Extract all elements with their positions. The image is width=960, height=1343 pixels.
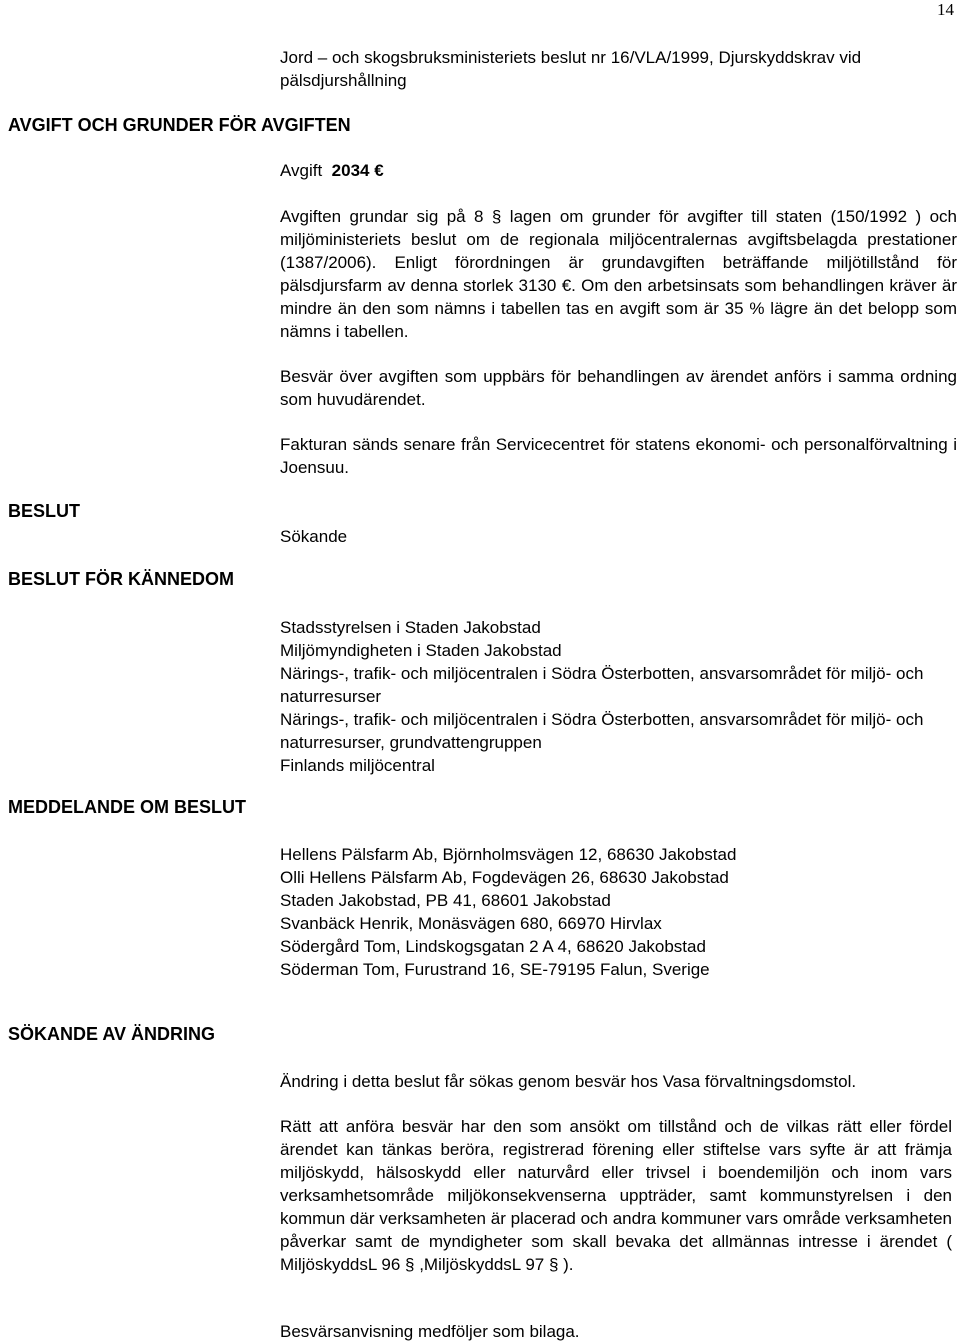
list-item: Miljömyndigheten i Staden Jakobstad bbox=[280, 641, 562, 660]
list-item: Närings-, trafik- och miljöcentralen i Södra Österbotten, ansvarsområdet för miljö- och naturresurser, grundvattengruppen bbox=[280, 710, 924, 752]
list-item: Söderman Tom, Furustrand 16, SE-79195 Falun, Sverige bbox=[280, 960, 710, 979]
avgift-amount: 2034 € bbox=[331, 161, 384, 180]
meddelande-recipient-list bbox=[280, 843, 957, 981]
avgift-invoice-paragraph: Fakturan sänds senare från Servicecentret för statens ekonomi- och personalförvaltning i Joensuu. bbox=[280, 435, 957, 477]
beslut-recipient: Sökande bbox=[280, 527, 348, 546]
appeal-instructions: Besvärsanvisning medföljer som bilaga. bbox=[280, 1322, 580, 1341]
sokande-andring-section-heading: SÖKANDE AV ÄNDRING bbox=[8, 1024, 216, 1044]
avgift-amount-line bbox=[280, 159, 957, 182]
avgift-complaint-paragraph: Besvär över avgiften som uppbärs för behandlingen av ärendet anförs i samma ordning som huvudärendet. bbox=[280, 367, 957, 409]
list-item: Olli Hellens Pälsfarm Ab, Fogdevägen 26, 68630 Jakobstad bbox=[280, 868, 729, 887]
page-number: 14 bbox=[937, 0, 954, 19]
avgift-section-heading: AVGIFT OCH GRUNDER FÖR AVGIFTEN bbox=[8, 115, 351, 135]
list-item: Finlands miljöcentral bbox=[280, 756, 435, 775]
list-item: Södergård Tom, Lindskogsgatan 2 A 4, 68620 Jakobstad bbox=[280, 937, 706, 956]
list-item: Hellens Pälsfarm Ab, Björnholmsvägen 12, 68630 Jakobstad bbox=[280, 845, 737, 864]
header-line-2: pälsdjurshållning bbox=[280, 71, 407, 90]
header-line-1: Jord – och skogsbruksministeriets beslut nr 16/VLA/1999, Djurskyddskrav vid bbox=[280, 48, 862, 67]
list-item: Stadsstyrelsen i Staden Jakobstad bbox=[280, 618, 541, 637]
appeal-right-paragraph: Rätt att anföra besvär har den som ansökt om tillstånd och de vilkas rätt eller fördel ärendet kan tänkas beröra, registrerad förening eller stiftelse vars syfte är att främja miljöskydd, hälsoskydd eller naturvård eller trivsel i boendemiljön och inom vars verksamhetsområde miljökonsekvenserna uppträder, samt kommunstyrelsen i den kommun där verksamheten är placerad och andra kommuner vars område verksamheten påverkar samt de myndigheter som skall bevaka det allmännas intresse i ärendet ( MiljöskyddsL 96 § ,MiljöskyddsL 97 § ). bbox=[280, 1117, 952, 1274]
meddelande-section-heading: MEDDELANDE OM BESLUT bbox=[8, 797, 246, 817]
beslut-kannedom-section-heading: BESLUT FÖR KÄNNEDOM bbox=[8, 569, 234, 589]
list-item: Svanbäck Henrik, Monäsvägen 680, 66970 Hirvlax bbox=[280, 914, 662, 933]
beslut-section-heading: BESLUT bbox=[8, 501, 80, 521]
avgift-label: Avgift bbox=[280, 161, 323, 180]
kannedom-recipient-list bbox=[280, 616, 957, 777]
list-item: Staden Jakobstad, PB 41, 68601 Jakobstad bbox=[280, 891, 611, 910]
list-item: Närings-, trafik- och miljöcentralen i Södra Österbotten, ansvarsområdet för miljö- och naturresurser bbox=[280, 664, 924, 706]
document-header bbox=[280, 46, 960, 92]
avgift-grounds-paragraph: Avgiften grundar sig på 8 § lagen om grunder för avgifter till staten (150/1992 ) och miljöministeriets beslut om de regionala miljöcentralernas avgiftsbelagda prestationer (1387/2006). Enligt förordningen är grundavgiften beträffande miljötillstånd för pälsdjursfarm av denna storlek 3130 €. Om den arbetsinsats som behandlingen kräver är mindre än den som nämns i tabellen tas en avgift som är 35 % lägre än det belopp som nämns i tabellen. bbox=[280, 207, 957, 341]
appeal-intro: Ändring i detta beslut får sökas genom besvär hos Vasa förvaltningsdomstol. bbox=[280, 1072, 857, 1091]
